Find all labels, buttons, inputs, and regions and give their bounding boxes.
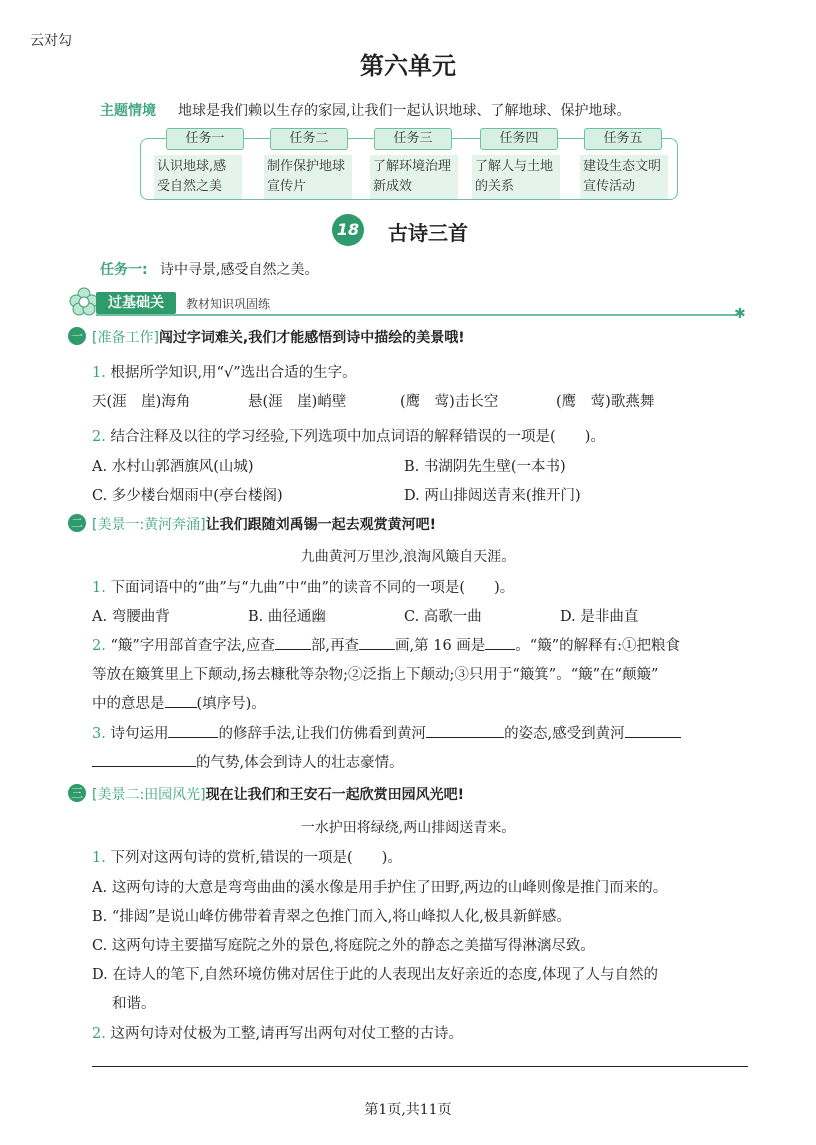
brand-label: 云对勾 bbox=[30, 33, 72, 49]
task-1 bbox=[157, 128, 244, 194]
question-number: 2. bbox=[92, 429, 106, 445]
poem-line-1: 九曲黄河万里沙,浪淘风簸自天涯。 bbox=[300, 549, 516, 565]
task1-label: 任务一: bbox=[100, 262, 148, 278]
s1-q2-option-c: C. 多少楼台烟雨中(亭台楼阁) bbox=[92, 488, 283, 504]
s2-q3-line-1 bbox=[92, 722, 681, 743]
section-one-icon: 一 bbox=[68, 327, 86, 345]
section-two-icon: 二 bbox=[68, 514, 86, 532]
text-part: 画,第 16 画是 bbox=[395, 638, 486, 654]
s1-q2-option-d: D. 两山排闼送青来(推开门) bbox=[404, 488, 581, 504]
text-part: 部,再查 bbox=[310, 638, 359, 654]
question-number: 1. bbox=[92, 365, 106, 381]
s3-q1-option-b: B. “排闼”是说山峰仿佛带着青翠之色推门而入,将山峰拟人化,极具新鲜感。 bbox=[92, 909, 571, 925]
question-number: 2. bbox=[92, 638, 106, 654]
answer-blank[interactable] bbox=[165, 693, 197, 708]
task-tag: 任务二 bbox=[270, 128, 348, 150]
s1-q1-item-3: (鹰 莺)击长空 bbox=[400, 394, 499, 410]
s1-q2-option-a: A. 水村山郭酒旗风(山城) bbox=[92, 459, 254, 475]
answer-blank[interactable] bbox=[426, 723, 504, 738]
task-desc: 了解人与土地的关系 bbox=[472, 155, 560, 199]
s3-q2 bbox=[92, 1022, 463, 1043]
text-part: 诗句运用 bbox=[110, 726, 169, 742]
s2-q2-line-2: 等放在簸箕里上下颠动,扬去糠秕等杂物;②泛指上下颠动;③只用于“簸箕”。“簸”在“颠簸” bbox=[92, 667, 659, 683]
text-part: “簸”字用部首查字法,应查 bbox=[110, 638, 275, 654]
s1-q1-item-4: (鹰 莺)歌燕舞 bbox=[556, 394, 655, 410]
s3-q1 bbox=[92, 846, 402, 867]
task-desc: 了解环境治理新成效 bbox=[370, 155, 458, 199]
task-desc: 制作保护地球宣传片 bbox=[264, 155, 352, 199]
question-text: 结合注释及以往的学习经验,下列选项中加点词语的解释错误的一项是( )。 bbox=[110, 429, 605, 445]
s2-q1-option-a: A. 弯腰曲背 bbox=[92, 609, 170, 625]
theme-text: 地球是我们赖以生存的家园,让我们一起认识地球、了解地球、保护地球。 bbox=[178, 103, 631, 119]
s3-q1-option-d-cont: 和谐。 bbox=[112, 996, 156, 1012]
s1-q1-item-1: 天(涯 崖)海角 bbox=[92, 394, 191, 410]
question-text: 这两句诗对仗极为工整,请再写出两句对仗工整的古诗。 bbox=[110, 1026, 464, 1042]
task-3 bbox=[373, 128, 452, 194]
section-three-icon: 三 bbox=[68, 784, 86, 802]
star-icon: ✱ bbox=[734, 306, 746, 322]
lesson-title: 古诗三首 bbox=[388, 221, 468, 245]
question-number: 1. bbox=[92, 850, 106, 866]
answer-blank[interactable] bbox=[359, 635, 395, 650]
text-part: 的气势,体会到诗人的壮志豪情。 bbox=[196, 755, 404, 771]
text-part: 。“簸”的解释有:①把粮食 bbox=[515, 638, 680, 654]
text-part: 的姿态,感受到黄河 bbox=[504, 726, 625, 742]
answer-blank[interactable] bbox=[92, 752, 196, 767]
s2-q2-line-3 bbox=[92, 692, 266, 713]
section-bracket: [美景二:田园风光] bbox=[92, 787, 206, 803]
answer-blank[interactable] bbox=[168, 723, 218, 738]
s1-q2-option-b: B. 书湖阴先生壁(一本书) bbox=[404, 459, 566, 475]
lesson-number-badge: 18 bbox=[332, 214, 364, 246]
page-footer: 第1页,共11页 bbox=[364, 1102, 452, 1118]
section-bracket: [准备工作] bbox=[92, 330, 159, 346]
banner-title: 过基础关 bbox=[96, 292, 176, 314]
poem-line-2: 一水护田将绿绕,两山排闼送青来。 bbox=[300, 820, 516, 836]
section-text: 闯过字词难关,我们才能感悟到诗中描绘的美景哦! bbox=[158, 330, 465, 346]
s2-q1-option-c: C. 高歌一曲 bbox=[404, 609, 482, 625]
answer-blank[interactable] bbox=[485, 635, 515, 650]
task-tag: 任务四 bbox=[480, 128, 558, 150]
s2-q1-option-d: D. 是非曲直 bbox=[560, 609, 639, 625]
section-one-header bbox=[92, 327, 465, 347]
answer-blank[interactable] bbox=[275, 635, 311, 650]
section-bracket: [美景一:黄河奔涌] bbox=[92, 517, 206, 533]
s2-q1-option-b: B. 曲径通幽 bbox=[248, 609, 326, 625]
s3-q1-option-d: D. 在诗人的笔下,自然环境仿佛对居住于此的人表现出友好亲近的态度,体现了人与自然的 bbox=[92, 967, 659, 983]
text-part: 中的意思是 bbox=[92, 696, 165, 712]
task-tag: 任务三 bbox=[374, 128, 452, 150]
banner-subtitle: 教材知识巩固练 bbox=[186, 297, 271, 311]
banner-rule bbox=[96, 314, 736, 316]
task-4 bbox=[475, 128, 558, 194]
question-text: 根据所学知识,用“√”选出合适的生字。 bbox=[110, 365, 357, 381]
unit-title: 第六单元 bbox=[360, 52, 456, 80]
task-tag: 任务五 bbox=[584, 128, 662, 150]
task-desc: 认识地球,感受自然之美 bbox=[154, 155, 242, 199]
section-two-header bbox=[92, 514, 436, 534]
s1-q2 bbox=[92, 425, 605, 446]
s1-q1 bbox=[92, 361, 357, 382]
task1-text: 诗中寻景,感受自然之美。 bbox=[160, 262, 319, 278]
section-text: 现在让我们和王安石一起欣赏田园风光吧! bbox=[205, 787, 465, 803]
question-text: 下面词语中的“曲”与“九曲”中“曲”的读音不同的一项是( )。 bbox=[110, 580, 515, 596]
section-text: 让我们跟随刘禹锡一起去观赏黄河吧! bbox=[205, 517, 437, 533]
task-5 bbox=[583, 128, 662, 194]
answer-line[interactable] bbox=[92, 1066, 748, 1067]
question-number: 1. bbox=[92, 580, 106, 596]
s2-q1 bbox=[92, 576, 514, 597]
s3-q1-option-c: C. 这两句诗主要描写庭院之外的景色,将庭院之外的静态之美描写得淋漓尽致。 bbox=[92, 938, 595, 954]
theme-label: 主题情境 bbox=[100, 103, 156, 119]
s1-q1-item-2: 悬(涯 崖)峭壁 bbox=[248, 394, 347, 410]
answer-blank[interactable] bbox=[625, 723, 681, 738]
s2-q3-line-2 bbox=[92, 751, 404, 772]
section-three-header bbox=[92, 784, 464, 804]
text-part: (填序号)。 bbox=[196, 696, 266, 712]
question-text: 下列对这两句诗的赏析,错误的一项是( )。 bbox=[110, 850, 402, 866]
task-2 bbox=[267, 128, 348, 194]
s3-q1-option-a: A. 这两句诗的大意是弯弯曲曲的溪水像是用手护住了田野,两边的山峰则像是推门而来的。 bbox=[92, 880, 668, 896]
s2-q2-line-1 bbox=[92, 634, 680, 655]
task-tag: 任务一 bbox=[166, 128, 244, 150]
question-number: 2. bbox=[92, 1026, 106, 1042]
task-desc: 建设生态文明宣传活动 bbox=[580, 155, 668, 199]
question-number: 3. bbox=[92, 726, 106, 742]
text-part: 的修辞手法,让我们仿佛看到黄河 bbox=[218, 726, 427, 742]
